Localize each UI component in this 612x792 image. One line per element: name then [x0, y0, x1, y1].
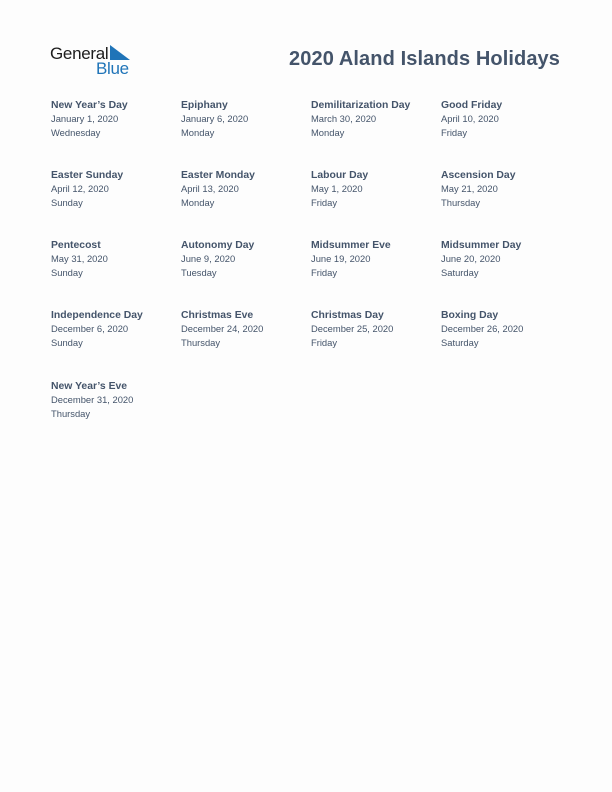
holiday-item [51, 99, 176, 139]
holiday-date: March 30, 2020 [311, 113, 377, 124]
holiday-weekday: Tuesday [181, 266, 217, 278]
holiday-item [311, 239, 436, 279]
holiday-weekday: Friday [311, 266, 338, 278]
holiday-weekday: Friday [311, 196, 338, 208]
holiday-weekday: Friday [441, 126, 468, 138]
holiday-item [181, 99, 306, 139]
holiday-item [51, 169, 176, 209]
holiday-name: Good Friday [441, 100, 503, 111]
holiday-item [311, 169, 436, 209]
holiday-weekday: Sunday [51, 196, 83, 208]
holiday-date: June 20, 2020 [441, 253, 501, 264]
holiday-item [441, 169, 566, 209]
holiday-name: Easter Monday [181, 170, 255, 181]
holiday-weekday: Thursday [441, 196, 481, 208]
holiday-item [181, 239, 306, 279]
holiday-item [311, 309, 436, 349]
holiday-name: Easter Sunday [51, 170, 124, 181]
holiday-date: May 1, 2020 [311, 183, 363, 194]
holiday-date: April 12, 2020 [51, 183, 109, 194]
holiday-name: New Year’s Day [51, 100, 128, 111]
holiday-weekday: Wednesday [51, 126, 101, 138]
holiday-name: Boxing Day [441, 310, 499, 321]
holiday-date: January 1, 2020 [51, 113, 119, 124]
holiday-name: Midsummer Day [441, 240, 522, 251]
holiday-weekday: Saturday [441, 266, 479, 278]
holiday-name: Independence Day [51, 310, 143, 321]
holiday-weekday: Sunday [51, 336, 83, 348]
holiday-date: May 31, 2020 [51, 253, 108, 264]
holiday-weekday: Thursday [51, 407, 91, 419]
holiday-name: Christmas Eve [181, 310, 254, 321]
holiday-date: December 31, 2020 [51, 394, 134, 405]
holiday-date: April 10, 2020 [441, 113, 499, 124]
holiday-item [51, 380, 176, 420]
holiday-item [441, 309, 566, 349]
holiday-name: Autonomy Day [181, 240, 255, 251]
holiday-item [311, 99, 436, 139]
holiday-item [51, 239, 176, 279]
logo-word-blue: Blue [96, 59, 129, 78]
holiday-name: Ascension Day [441, 170, 516, 181]
generalblue-logo [50, 44, 134, 78]
holiday-item [181, 309, 306, 349]
holiday-date: May 21, 2020 [441, 183, 498, 194]
holiday-weekday: Sunday [51, 266, 83, 278]
holiday-date: April 13, 2020 [181, 183, 239, 194]
logo-word-general: General [50, 44, 109, 63]
holiday-weekday: Friday [311, 336, 338, 348]
holiday-date: December 25, 2020 [311, 323, 394, 334]
holiday-weekday: Monday [181, 126, 215, 138]
holiday-name: Demilitarization Day [311, 100, 411, 111]
holiday-item [181, 169, 306, 209]
holiday-date: June 9, 2020 [181, 253, 236, 264]
holiday-weekday: Thursday [181, 336, 221, 348]
holiday-name: Christmas Day [311, 310, 384, 321]
holiday-weekday: Saturday [441, 336, 479, 348]
holiday-date: December 24, 2020 [181, 323, 264, 334]
holiday-item [441, 239, 566, 279]
holiday-date: June 19, 2020 [311, 253, 371, 264]
holiday-name: Epiphany [181, 100, 228, 111]
holiday-item [441, 99, 566, 139]
holiday-name: New Year’s Eve [51, 381, 128, 392]
holiday-date: December 6, 2020 [51, 323, 129, 334]
holiday-name: Pentecost [51, 240, 101, 251]
holiday-date: December 26, 2020 [441, 323, 524, 334]
page-title: 2020 Aland Islands Holidays [289, 48, 560, 70]
holiday-name: Labour Day [311, 170, 369, 181]
holiday-item [51, 309, 176, 349]
holiday-weekday: Monday [181, 196, 215, 208]
holiday-date: January 6, 2020 [181, 113, 249, 124]
holiday-weekday: Monday [311, 126, 345, 138]
holiday-name: Midsummer Eve [311, 240, 391, 251]
